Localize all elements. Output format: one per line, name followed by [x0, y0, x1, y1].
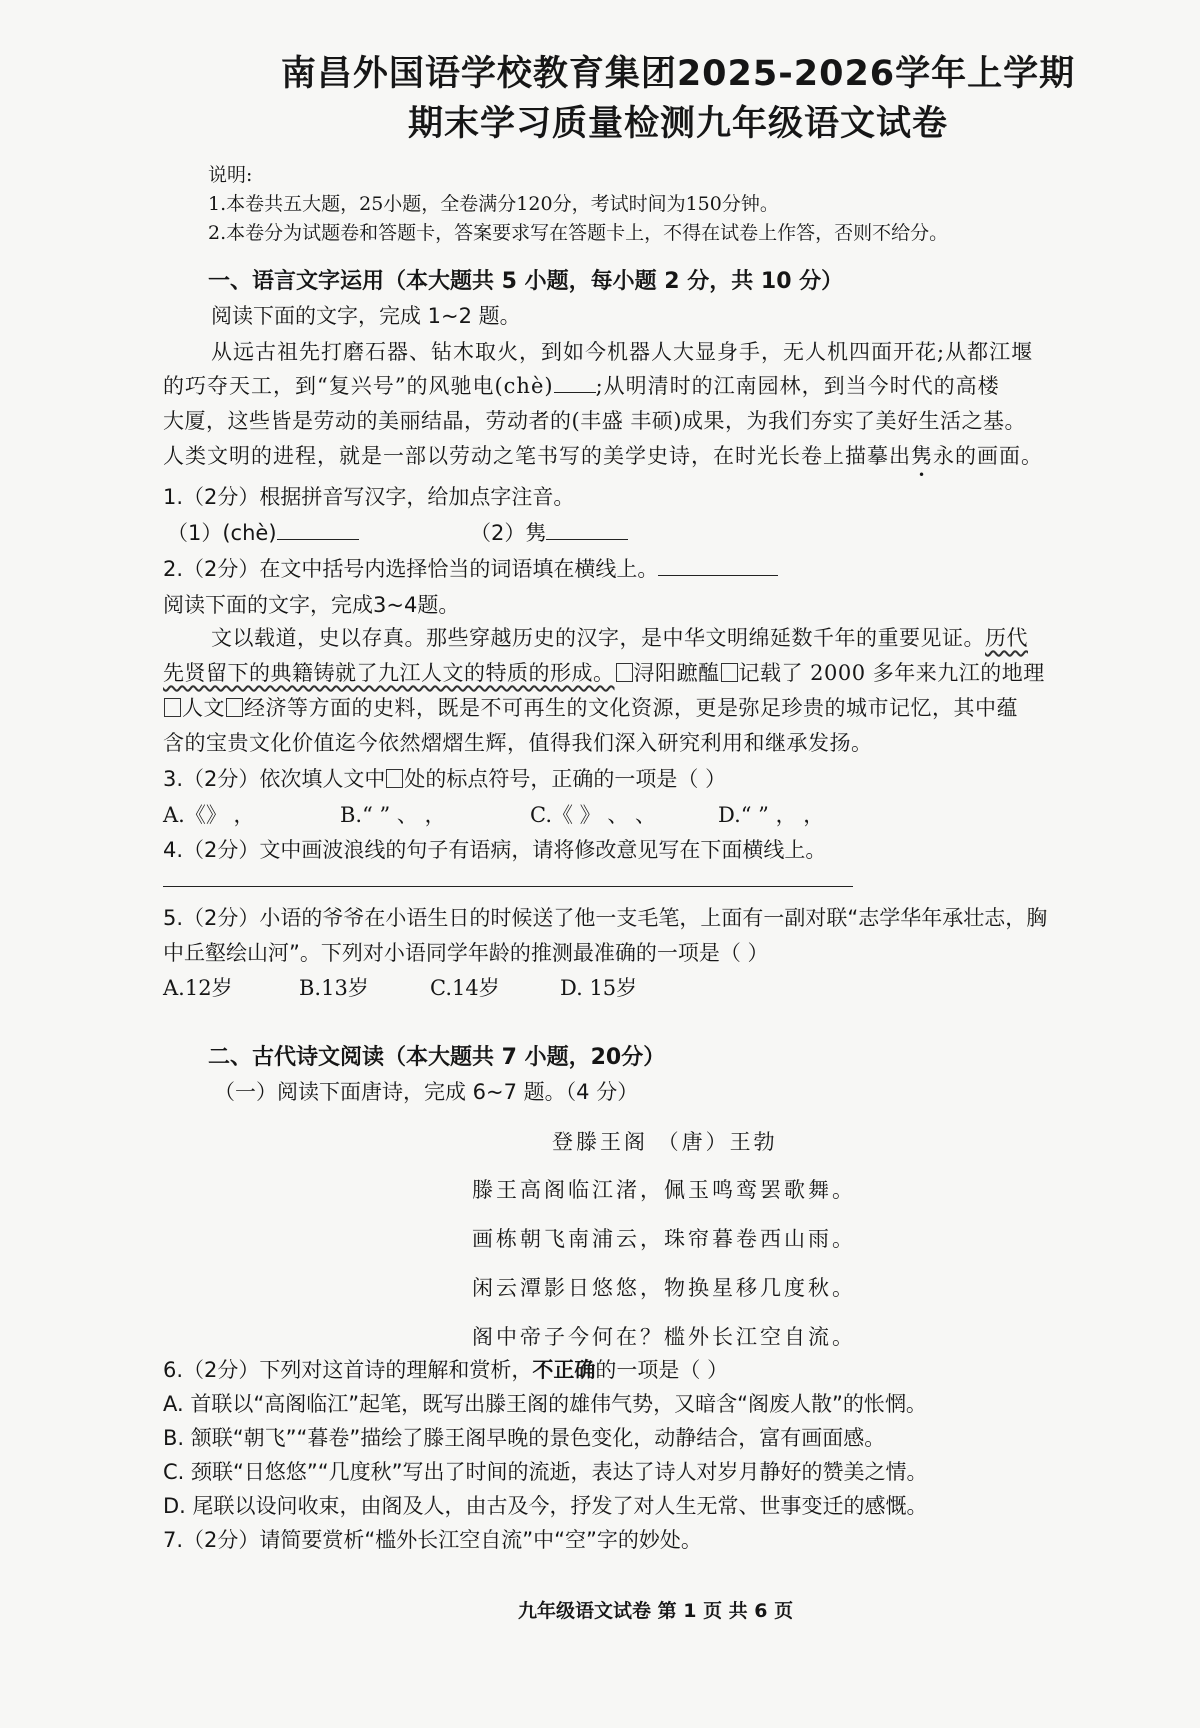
question-3-part1: 3.（2分）依次填人文中 — [163, 767, 386, 791]
punctuation-box — [164, 698, 181, 717]
wavy-sentence: 先贤留下的典籍铸就了九江人文的特质的形成。 — [163, 661, 615, 685]
question-2 — [163, 553, 778, 583]
passage1-line3: 大厦，这些皆是劳动的美丽结晶，劳动者的(丰盛 丰硕)成果，为我们夯实了美好生活之基。 — [163, 409, 1027, 433]
question-6-emphasis: 不正确 — [532, 1358, 596, 1382]
passage1-line1: 从远古祖先打磨石器、钻木取火，到如今机器人大显身手，无人机四面开花;从都江堰 — [211, 340, 1034, 364]
q5-option-c[interactable]: C.14岁 — [430, 976, 500, 1000]
passage2-line2-part3: 记载了 2000 多年来九江的地理 — [738, 661, 1045, 685]
answer-blank-2[interactable] — [546, 519, 628, 540]
q6-option-a[interactable]: A. 首联以“高阁临江”起笔，既写出滕王阁的雄伟气势，又暗含“阁废人散”的怅惘。 — [163, 1392, 927, 1416]
passage1-line4-part2: 永的画面。 — [933, 444, 1043, 468]
question-1-part2-label: （2）隽 — [470, 521, 547, 545]
punctuation-box — [721, 663, 738, 682]
q3-option-a[interactable]: A.《》 ， — [163, 803, 255, 827]
passage2-line3-part2: 经济等方面的史料，既是不可再生的文化资源，更是弥足珍贵的城市记忆，其中蕴 — [244, 696, 1018, 720]
question-1-part2 — [470, 517, 628, 547]
question-1: 1.（2分）根据拼音写汉字，给加点字注音。 — [163, 485, 575, 509]
exam-title-line2: 期末学习质量检测九年级语文试卷 — [407, 104, 948, 144]
section2-subheading: （一）阅读下面唐诗，完成 6~7 题。（4 分） — [214, 1080, 639, 1104]
passage2-line3 — [163, 692, 1018, 722]
question-2-text: 2.（2分）在文中括号内选择恰当的词语填在横线上。 — [163, 557, 659, 581]
section1-intro-1: 阅读下面的文字，完成 1~2 题。 — [211, 304, 521, 328]
question-1-part1 — [167, 517, 359, 547]
punctuation-box — [616, 663, 633, 682]
dotted-char: 隽 — [911, 444, 933, 468]
passage1-line2-part2: ;从明清时的江南园林，到当今时代的高楼 — [595, 374, 1000, 398]
passage1-line4-part1: 人类文明的进程，就是一部以劳动之笔书写的美学史诗，在时光长卷上描摹出 — [163, 444, 911, 468]
passage2-line1-part1: 文以载道，史以存真。那些穿越历史的汉字，是中华文明绵延数千年的重要见证。 — [211, 626, 985, 650]
section1-intro-2: 阅读下面的文字，完成3~4题。 — [163, 593, 460, 617]
q3-option-d[interactable]: D.“ ” ， ， — [718, 803, 825, 827]
answer-line-q4[interactable] — [163, 886, 853, 887]
passage1-line2-part1: 的巧夺天工，到“复兴号”的风驰电(chè) — [163, 374, 554, 398]
poem-line-1: 滕王高阁临江渚，佩玉鸣鸾罢歌舞。 — [472, 1178, 856, 1202]
question-6 — [163, 1354, 728, 1384]
question-3 — [163, 763, 726, 793]
passage2-book-title: 浔阳蹠醢 — [633, 661, 720, 685]
question-4: 4.（2分）文中画波浪线的句子有语病，请将修改意见写在下面横线上。 — [163, 838, 827, 862]
passage2-line2 — [163, 657, 1045, 687]
passage1-line2 — [163, 370, 1000, 400]
q5-option-b[interactable]: B.13岁 — [299, 976, 369, 1000]
notes-item-1: 1.本卷共五大题，25小题，全卷满分120分，考试时间为150分钟。 — [208, 193, 779, 215]
answer-blank-1[interactable] — [277, 519, 359, 540]
question-3-part2: 处的标点符号，正确的一项是（ ） — [404, 767, 727, 791]
poem-line-3: 闲云潭影日悠悠，物换星移几度秋。 — [472, 1276, 856, 1300]
q6-option-d[interactable]: D. 尾联以设问收束，由阁及人，由古及今，抒发了对人生无常、世事变迁的感慨。 — [163, 1494, 928, 1518]
passage2-line4: 含的宝贵文化价值迄今依然熠熠生辉，值得我们深入研究利用和继承发扬。 — [163, 731, 873, 755]
passage2-line3-part1: 人文 — [182, 696, 225, 720]
passage1-blank — [554, 372, 596, 393]
question-5-line1: 5.（2分）小语的爷爷在小语生日的时候送了他一支毛笔，上面有一副对联“志学华年承壮志，胸 — [163, 906, 1048, 930]
q3-option-b[interactable]: B.“ ” 、 ， — [340, 803, 446, 827]
section1-heading: 一、语言文字运用（本大题共 5 小题，每小题 2 分，共 10 分） — [208, 269, 844, 294]
answer-blank-3[interactable] — [658, 555, 778, 576]
question-6-part1: 6.（2分）下列对这首诗的理解和赏析， — [163, 1358, 533, 1382]
q6-option-c[interactable]: C. 颈联“日悠悠”“几度秋”写出了时间的流逝，表达了诗人对岁月静好的赞美之情。 — [163, 1460, 928, 1484]
q6-option-b[interactable]: B. 颔联“朝飞”“暮卷”描绘了滕王阁早晚的景色变化，动静结合，富有画面感。 — [163, 1426, 886, 1450]
wavy-sentence-start: 历代 — [985, 626, 1028, 650]
q5-option-a[interactable]: A.12岁 — [163, 976, 233, 1000]
punctuation-box — [386, 769, 403, 788]
notes-item-2: 2.本卷分为试题卷和答题卡，答案要求写在答题卡上，不得在试卷上作答，否则不给分。 — [208, 222, 949, 244]
page-footer: 九年级语文试卷 第 1 页 共 6 页 — [518, 1600, 794, 1622]
punctuation-box — [226, 698, 243, 717]
question-1-part1-label: （1）(chè) — [167, 521, 277, 545]
question-5-line2: 中丘壑绘山河”。下列对小语同学年龄的推测最准确的一项是（ ） — [163, 941, 769, 965]
exam-title-line1: 南昌外国语学校教育集团2025-2026学年上学期 — [280, 54, 1076, 94]
notes-label: 说明: — [208, 164, 253, 186]
passage1-line4 — [163, 440, 1043, 470]
poem-line-4: 阁中帝子今何在？槛外长江空自流。 — [472, 1325, 856, 1349]
q3-option-c[interactable]: C.《 》 、 、 — [530, 803, 657, 827]
q5-option-d[interactable]: D. 15岁 — [560, 976, 638, 1000]
passage2-line1 — [211, 622, 1028, 652]
question-6-part3: 的一项是（ ） — [595, 1358, 729, 1382]
poem-title: 登滕王阁 （唐）王勃 — [552, 1130, 778, 1154]
poem-line-2: 画栋朝飞南浦云，珠帘暮卷西山雨。 — [472, 1227, 856, 1251]
section2-heading: 二、古代诗文阅读（本大题共 7 小题，20分） — [208, 1045, 666, 1070]
question-7: 7.（2分）请简要赏析“槛外长江空自流”中“空”字的妙处。 — [163, 1528, 702, 1552]
